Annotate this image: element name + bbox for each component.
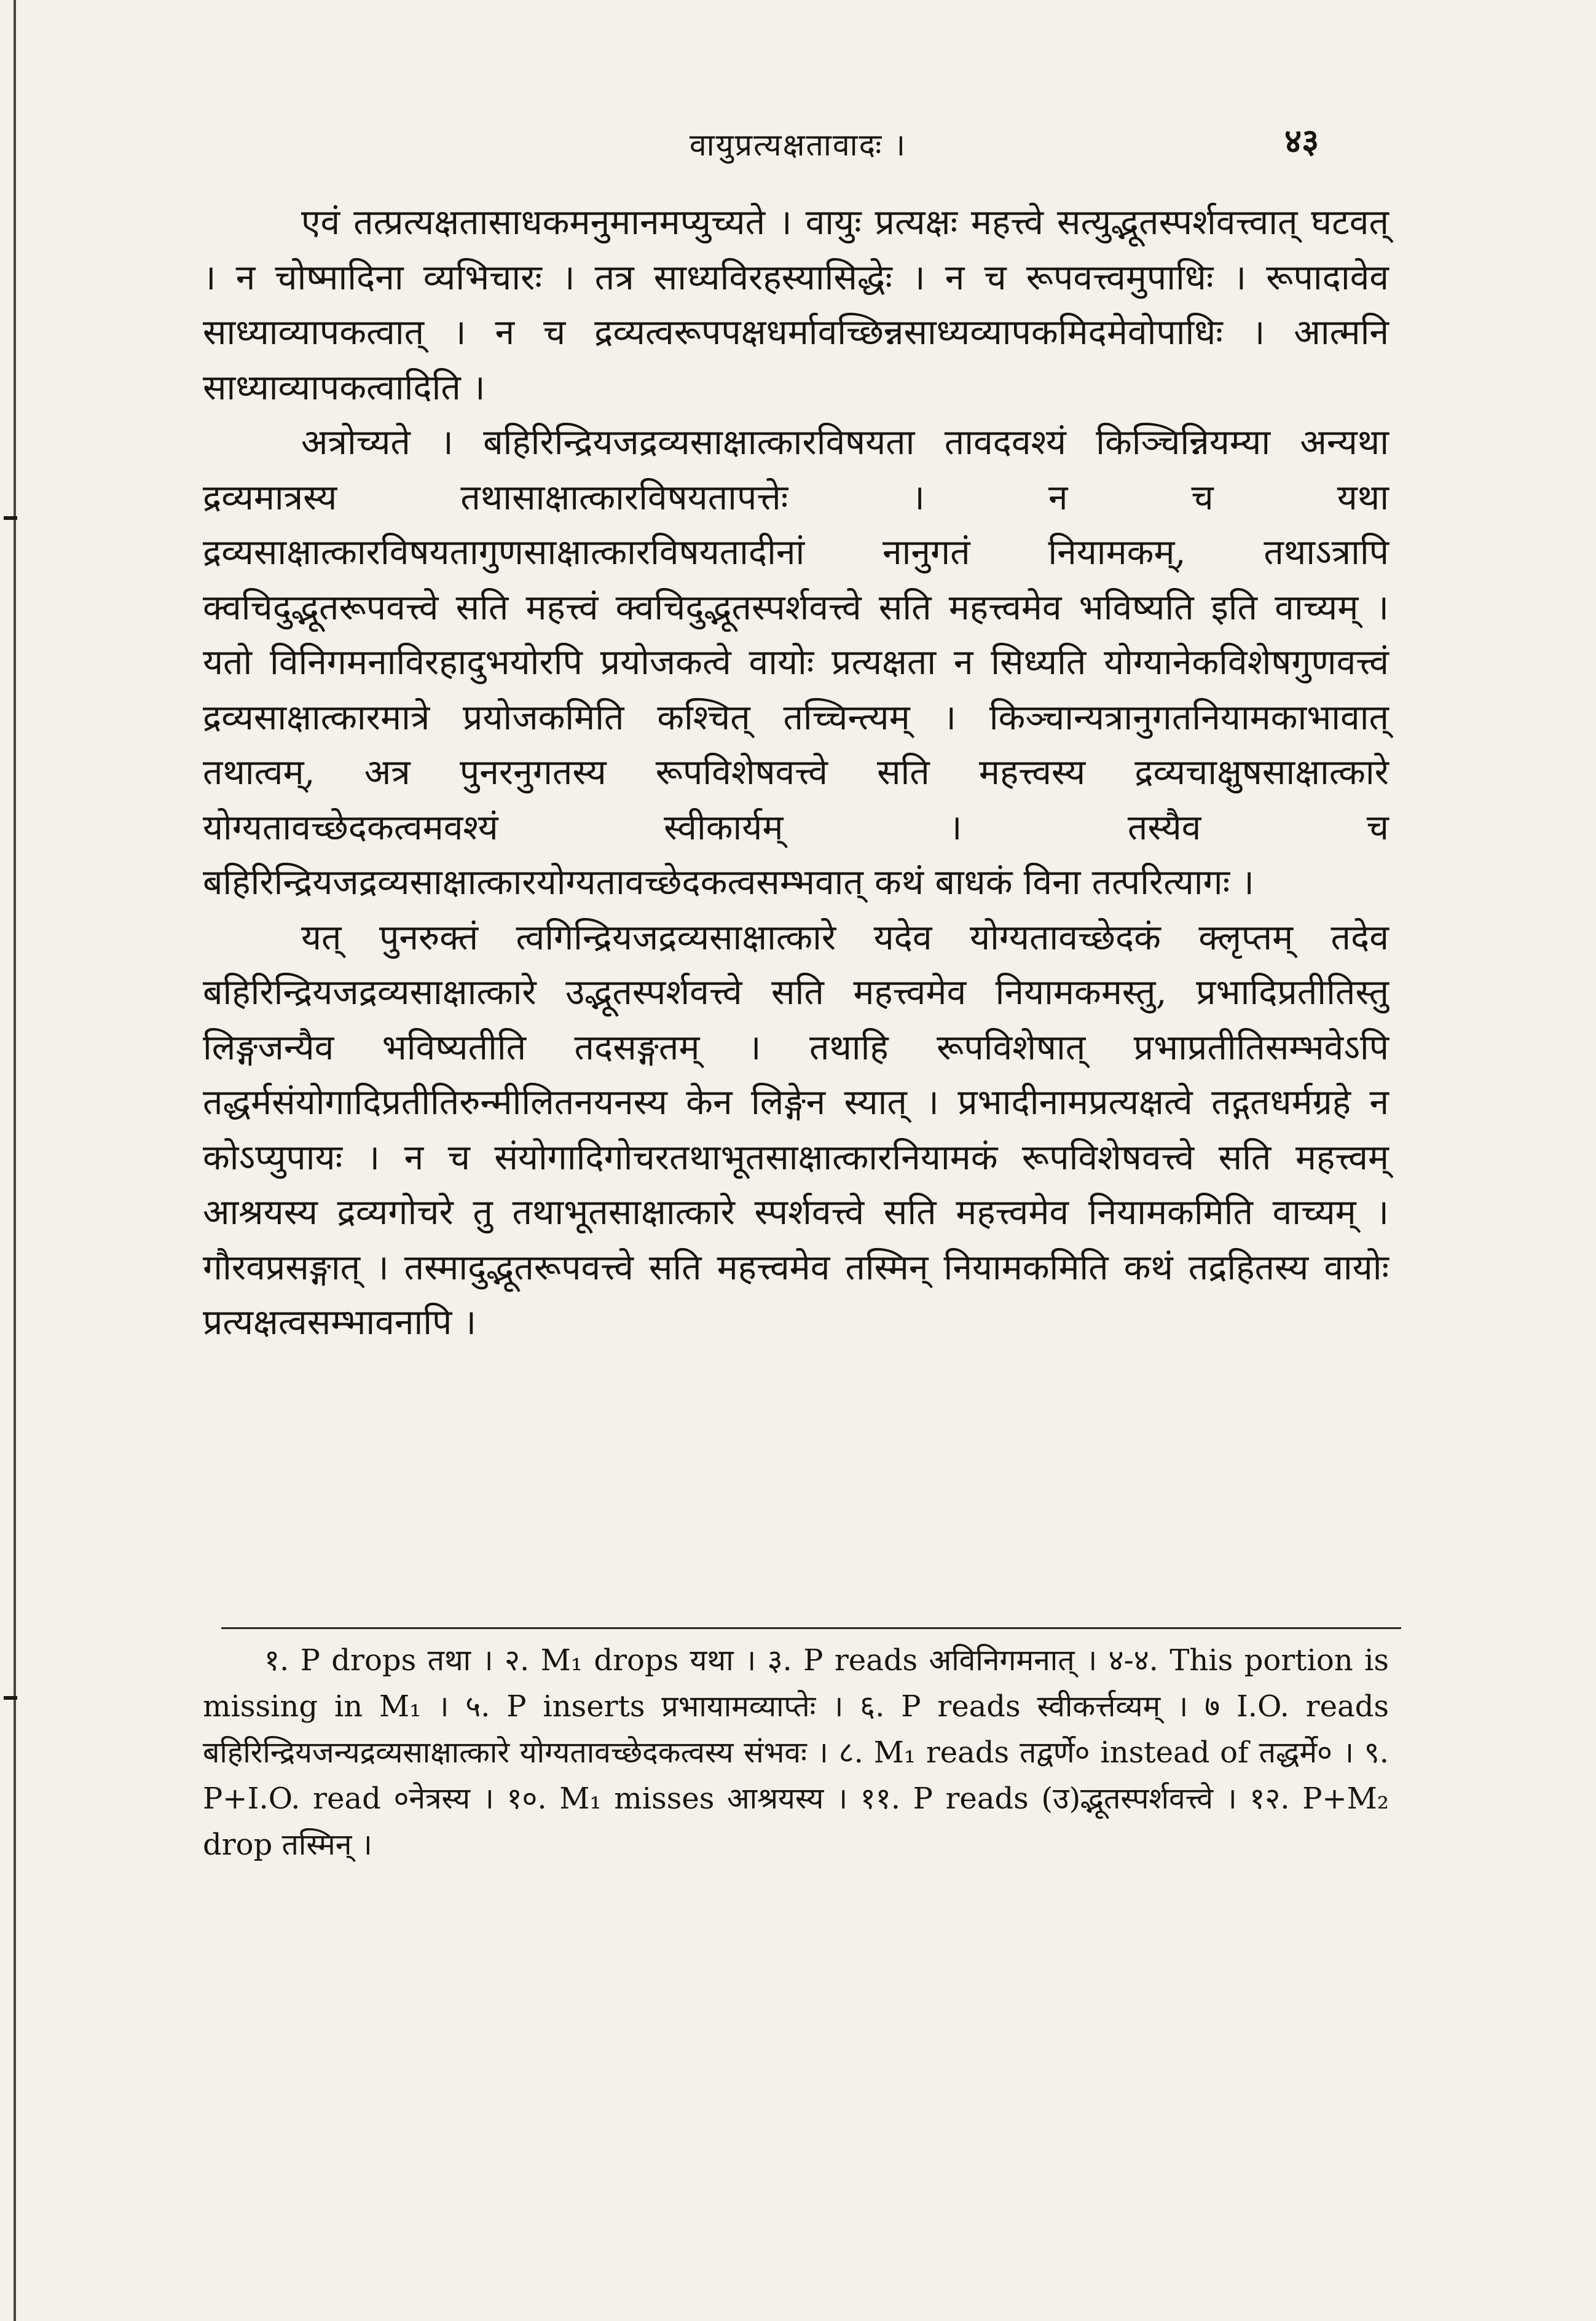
running-head: वायुप्रत्यक्षतावादः । <box>689 127 907 163</box>
page-number: ४३ <box>1284 121 1319 160</box>
paragraph: अत्रोच्यते । बहिरिन्द्रियजद्रव्यसाक्षात्कारविषयता तावदवश्यं किञ्चिन्नियम्या अन्यथा द्रव्यमात्रस्य तथासाक्षात्कारविषयतापत्तेः । न च यथा द्रव्यसाक्षात्कारविषयतागुणसाक्षात्कारविषयतादीनां नानुगतं नियामकम्, तथाऽत्रापि क्वचिदुद्भूतरूपवत्त्वे सति महत्त्वं क्वचिदुद्भूतस्पर्शवत्त्वे सति महत्त्वमेव भविष्यति इति वाच्यम् । यतो विनिगमनाविरहादुभयोरपि प्रयोजकत्वे वायोः प्रत्यक्षता न सिध्यति योग्यानेकविशेषगुणवत्त्वं द्रव्यसाक्षात्कारमात्रे प्रयोजकमिति कश्चित् तच्चिन्त्यम् । किञ्चान्यत्रानुगतनियामकाभावात् तथात्वम्, अत्र पुनरनुगतस्य रूपविशेषवत्त्वे सति महत्त्वस्य द्रव्यचाक्षुषसाक्षात्कारे योग्यतावच्छेदकत्वमवश्यं स्वीकार्यम् । तस्यैव च बहिरिन्द्रियजद्रव्यसाक्षात्कारयोग्यतावच्छेदकत्वसम्भवात् कथं बाधकं विना तत्परित्यागः । <box>203 422 1389 903</box>
paragraph: एवं तत्प्रत्यक्षतासाधकमनुमानमप्युच्यते । वायुः प्रत्यक्षः महत्त्वे सत्युद्भूतस्पर्शवत्त्वात् घटवत् । न चोष्मादिना व्यभिचारः । तत्र साध्यविरहस्यासिद्धेः । न च रूपवत्त्वमुपाधिः । रूपादावेव साध्याव्यापकत्वात् । न च द्रव्यत्वरूपपक्षधर्मावच्छिन्नसाध्यव्यापकमिदमेवोपाधिः । आत्मनि साध्याव्यापकत्वादिति । <box>203 202 1389 408</box>
paragraph: यत् पुनरुक्तं त्वगिन्द्रियजद्रव्यसाक्षात्कारे यदेव योग्यतावच्छेदकं क्लृप्तम् तदेव बहिरिन्द्रियजद्रव्यसाक्षात्कारे उद्भूतस्पर्शवत्त्वे सति महत्त्वमेव नियामकमस्तु, प्रभादिप्रतीतिस्तु लिङ्गजन्यैव भविष्यतीति तदसङ्गतम् । तथाहि रूपविशेषात् प्रभाप्रतीतिसम्भवेऽपि तद्धर्मसंयोगादिप्रतीतिरुन्मीलितनयनस्य केन लिङ्गेन स्यात् । प्रभादीनामप्रत्यक्षत्वे तद्गतधर्मग्रहे न कोऽप्युपायः । न च संयोगादिगोचरतथाभूतसाक्षात्कारनियामकं रूपविशेषवत्त्वे सति महत्त्वम् आश्रयस्य द्रव्यगोचरे तु तथाभूतसाक्षात्कारे स्पर्शवत्त्वे सति महत्त्वमेव नियामकमिति वाच्यम् । गौरवप्रसङ्गात् । तस्मादुद्भूतरूपवत्त्वे सति महत्त्वमेव तस्मिन् नियामकमिति कथं तद्रहितस्य वायोः प्रत्यक्षत्वसम्भावनापि । <box>203 917 1389 1343</box>
footnote-text: १. P drops तथा । २. M₁ drops यथा । ३. P reads अविनिगमनात् । ४-४. This portion is missing in M₁ । ५. P inserts प्रभायामव्याप्तेः । ६. P reads स्वीकर्त्तव्यम् । ७ I.O. reads बहिरिन्द्रियजन्यद्रव्यसाक्षात्कारे योग्यतावच्छेदकत्वस्य संभवः । ८. M₁ reads तद्वर्णे० instead of तद्धर्मे० । ९. P+I.O. read ०नेत्रस्य । १०. M₁ misses आश्रयस्य । ११. P reads (उ)द्भूतस्पर्शवत्त्वे । १२. P+M₂ drop तस्मिन् । <box>203 1643 1389 1862</box>
edge-mark <box>4 516 17 520</box>
main-text <box>203 195 1389 1351</box>
page-edge-shadow <box>14 0 16 2321</box>
footnotes <box>203 1638 1389 1868</box>
edge-mark <box>4 1696 17 1700</box>
footnote-rule <box>221 1627 1401 1629</box>
